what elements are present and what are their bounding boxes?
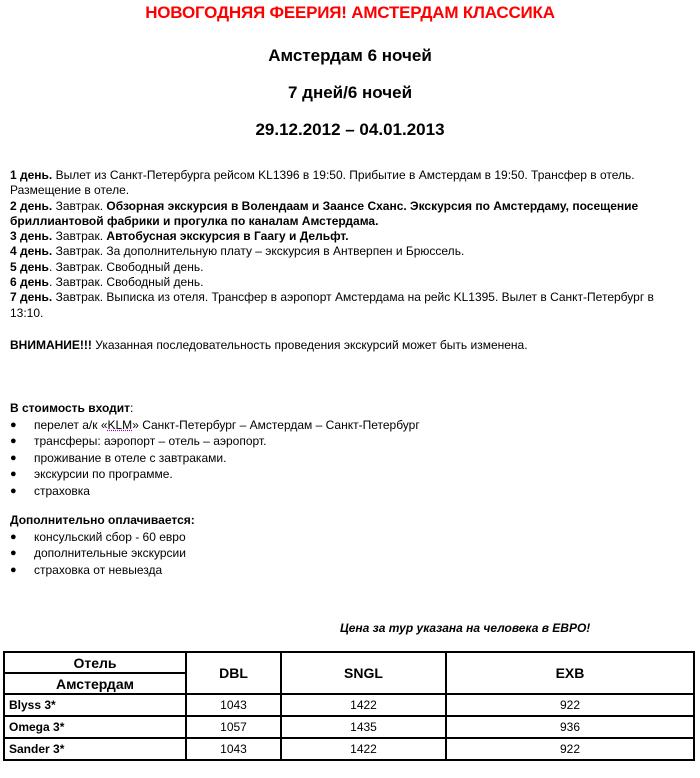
table-row — [4, 694, 694, 716]
program-day — [10, 290, 690, 321]
included-title: В стоимость входит — [10, 401, 131, 415]
header-dbl: DBL — [186, 652, 281, 694]
price-exb: 936 — [446, 716, 694, 738]
dates-subtitle: 29.12.2012 – 04.01.2013 — [255, 120, 445, 139]
item-text: дополнительные экскурсии — [34, 546, 186, 561]
extra-title: Дополнительно оплачивается: — [10, 513, 195, 527]
program-day — [10, 244, 690, 259]
bullet-icon: ● — [10, 418, 17, 431]
program-day — [10, 260, 690, 275]
price-sngl: 1422 — [281, 738, 446, 760]
destination-subtitle: Амстердам 6 ночей — [268, 46, 432, 65]
day-label: 7 день. — [10, 290, 53, 305]
bullet-icon: ● — [10, 451, 17, 464]
bullet-icon: ● — [10, 563, 17, 576]
item-text-after: » Санкт-Петербург – Амстердам – Санкт-Петербург — [132, 417, 420, 432]
program-day — [10, 229, 690, 244]
header-city: Амстердам — [4, 673, 186, 694]
bullet-icon: ● — [10, 435, 17, 448]
item-text: перелет а/к « — [34, 417, 108, 432]
airline-name: KLM — [107, 417, 133, 432]
hotel-name: Blyss 3* — [4, 694, 186, 716]
included-list — [10, 417, 420, 500]
program-day — [10, 199, 690, 230]
day-label: 5 день — [10, 259, 49, 274]
warning-text: Указанная последовательность проведения экскурсий может быть изменена. — [91, 338, 528, 352]
price-exb: 922 — [446, 738, 694, 760]
item-text: трансферы: аэропорт – отель – аэропорт. — [34, 434, 267, 449]
list-item — [10, 450, 420, 467]
tour-title: НОВОГОДНЯЯ ФЕЕРИЯ! АМСТЕРДАМ КЛАССИКА — [145, 3, 555, 22]
day-text: Завтрак. — [52, 198, 107, 213]
bullet-icon: ● — [10, 468, 17, 481]
table-row — [4, 738, 694, 760]
list-item — [10, 545, 195, 562]
list-item — [10, 529, 195, 546]
program-day — [10, 168, 690, 199]
day-highlight-text: Автобусная экскурсия в Гаагу и Дельфт. — [106, 229, 349, 244]
price-dbl: 1043 — [186, 738, 281, 760]
day-label: 3 день. — [10, 229, 53, 244]
included-section — [10, 400, 420, 500]
item-text: консульский сбор - 60 евро — [34, 529, 186, 544]
day-text: Завтрак. Выписка из отеля. Трансфер в аэропорт Амстердама на рейс KL1395. Вылет в Санкт-Петербург в 13:10. — [10, 290, 654, 320]
table-header-row — [4, 652, 694, 673]
header-sngl: SNGL — [281, 652, 446, 694]
header-hotel: Отель — [4, 652, 186, 673]
extra-cost-section — [10, 512, 195, 578]
price-exb: 922 — [446, 694, 694, 716]
extra-list — [10, 529, 195, 579]
day-label: 2 день. — [10, 198, 53, 213]
program-day — [10, 275, 690, 290]
bullet-icon: ● — [10, 530, 17, 543]
bullet-icon: ● — [10, 484, 17, 497]
list-item — [10, 433, 420, 450]
list-item — [10, 483, 420, 500]
list-item — [10, 466, 420, 483]
included-title-suffix: : — [130, 401, 134, 415]
day-text: Завтрак. За дополнительную плату – экскурсия в Антверпен и Брюссель. — [52, 244, 465, 259]
day-label: 4 день. — [10, 244, 53, 259]
warning-label: ВНИМАНИЕ!!! — [10, 338, 92, 352]
day-program — [10, 168, 690, 321]
day-text: Завтрак. — [52, 229, 107, 244]
bullet-icon: ● — [10, 547, 17, 560]
list-item — [10, 562, 195, 579]
price-note: Цена за тур указана на человека в ЕВРО! — [340, 621, 591, 635]
day-highlight-text: Обзорная экскурсия в Волендаам и Заансе Сханс. Экскурсия по Амстердаму, посещение бриллиантовой фабрики и прогулка по каналам Амстердама. — [10, 198, 639, 228]
item-text: экскурсии по программе. — [34, 467, 173, 482]
price-sngl: 1422 — [281, 694, 446, 716]
day-label: 1 день. — [10, 168, 53, 182]
item-text: проживание в отеле с завтраками. — [34, 450, 227, 465]
day-label: 6 день — [10, 275, 49, 290]
hotel-name: Omega 3* — [4, 716, 186, 738]
warning-note — [10, 338, 528, 352]
price-dbl: 1043 — [186, 694, 281, 716]
day-text: Вылет из Санкт-Петербурга рейсом KL1396 в 19:50. Прибытие в Амстердам в 19:50. Трансфер в отель. Размещение в отеле. — [10, 168, 635, 198]
hotel-name: Sander 3* — [4, 738, 186, 760]
day-text: . Завтрак. Свободный день. — [48, 259, 204, 274]
item-text: страховка от невыезда — [34, 562, 163, 577]
table-row — [4, 716, 694, 738]
header-exb: EXB — [446, 652, 694, 694]
item-text: страховка — [34, 483, 90, 498]
day-text: . Завтрак. Свободный день. — [48, 275, 204, 290]
duration-subtitle: 7 дней/6 ночей — [287, 83, 413, 102]
list-item — [10, 417, 420, 434]
price-sngl: 1435 — [281, 716, 446, 738]
price-dbl: 1057 — [186, 716, 281, 738]
price-table — [3, 651, 695, 761]
